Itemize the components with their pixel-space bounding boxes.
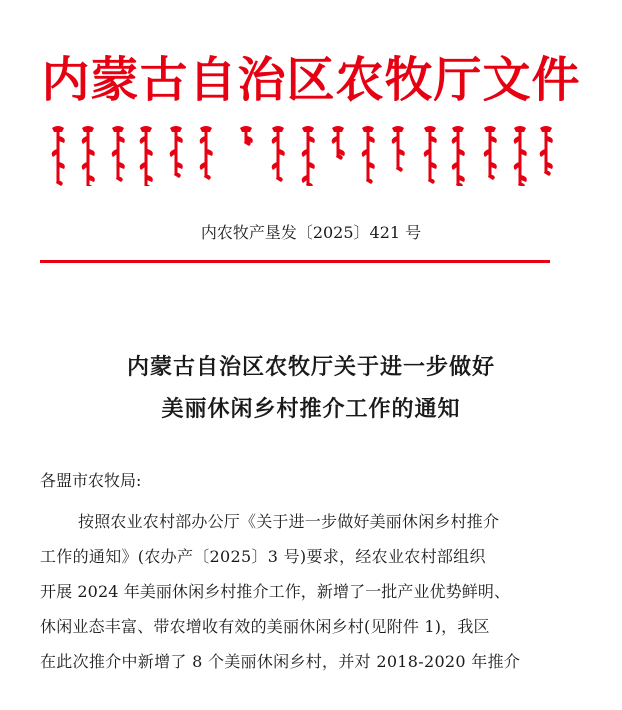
mongolian-word-glyph xyxy=(200,126,213,180)
mongolian-word-glyph xyxy=(272,126,285,182)
body-line-1: 按照农业农村部办公厅《关于进一步做好美丽休闲乡村推介 xyxy=(78,512,500,531)
notice-title-line-1: 内蒙古自治区农牧厅关于进一步做好 xyxy=(126,354,495,380)
document-header-title: 内蒙古自治区农牧厅文件 xyxy=(41,52,581,108)
mongolian-word-glyph xyxy=(514,126,527,186)
body-line-2: 工作的通知》(农办产〔2025〕3 号)要求，经农业农村部组织 xyxy=(40,547,486,566)
red-divider-line xyxy=(40,260,550,263)
body-line-3: 开展 2024 年美丽休闲乡村推介工作，新增了一批产业优势鲜明、 xyxy=(40,582,511,601)
document-number: 内农牧产垦发〔2025〕421 号 xyxy=(200,223,422,242)
mongolian-word-glyph xyxy=(362,126,375,184)
mongolian-word-glyph xyxy=(170,126,183,178)
mongolian-word-glyph xyxy=(302,126,315,186)
notice-title-line-2: 美丽休闲乡村推介工作的通知 xyxy=(161,396,461,422)
mongolian-word-glyph xyxy=(112,126,125,182)
body-line-5: 在此次推介中新增了 8 个美丽休闲乡村，并对 2018-2020 年推介 xyxy=(40,652,521,671)
mongolian-word-glyph xyxy=(452,126,465,186)
mongolian-word-glyph xyxy=(240,126,253,146)
mongolian-word-glyph xyxy=(82,126,95,186)
body-line-4: 休闲业态丰富、带农增收有效的美丽休闲乡村(见附件 1)，我区 xyxy=(40,617,490,636)
mongolian-word-glyph xyxy=(332,126,345,160)
mongolian-word-glyph xyxy=(540,126,553,176)
mongolian-word-glyph xyxy=(140,126,153,186)
salutation: 各盟市农牧局: xyxy=(40,471,142,490)
mongolian-word-glyph xyxy=(424,126,437,184)
mongolian-word-glyph xyxy=(392,126,405,172)
mongolian-word-glyph xyxy=(484,126,497,180)
mongolian-script-header xyxy=(46,124,556,186)
mongolian-word-glyph xyxy=(52,126,65,186)
